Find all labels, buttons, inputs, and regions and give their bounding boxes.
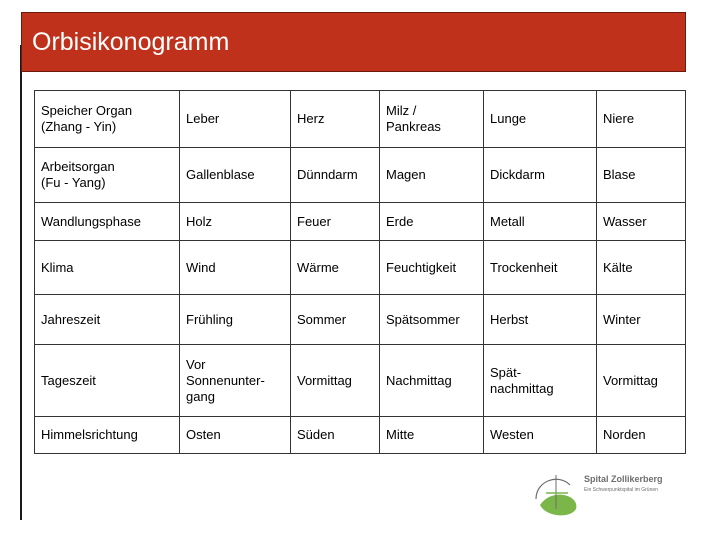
table-cell: Feuer — [291, 203, 380, 241]
table-cell: Gallenblase — [180, 148, 291, 203]
orbisikonogramm-table — [34, 90, 686, 454]
table-cell: Westen — [484, 417, 597, 454]
title-bar — [21, 12, 686, 72]
table-cell: Wärme — [291, 241, 380, 295]
table-cell: Wasser — [597, 203, 686, 241]
row-label: Klima — [35, 241, 180, 295]
table-cell: Norden — [597, 417, 686, 454]
table-row — [35, 345, 686, 417]
table-row — [35, 241, 686, 295]
row-label: Arbeitsorgan (Fu - Yang) — [35, 148, 180, 203]
table-cell: Trockenheit — [484, 241, 597, 295]
table-cell: Mitte — [380, 417, 484, 454]
table-cell: Vormittag — [597, 345, 686, 417]
logo-tagline: Ein Schwerpunktspital im Grünen — [584, 487, 658, 493]
page-title: Orbisikonogramm — [32, 28, 230, 56]
logo-name: Spital Zollikerberg — [584, 474, 663, 484]
table-cell: Erde — [380, 203, 484, 241]
table-cell: Kälte — [597, 241, 686, 295]
table-cell: Dünndarm — [291, 148, 380, 203]
table-cell: Metall — [484, 203, 597, 241]
row-label: Jahreszeit — [35, 295, 180, 345]
logo-mark — [536, 475, 576, 515]
table-cell: Leber — [180, 91, 291, 148]
table-cell: Frühling — [180, 295, 291, 345]
table-cell: Nachmittag — [380, 345, 484, 417]
table-cell: Spät- nachmittag — [484, 345, 597, 417]
table-cell: Wind — [180, 241, 291, 295]
table-row — [35, 417, 686, 454]
table-cell: Vormittag — [291, 345, 380, 417]
table-cell: Niere — [597, 91, 686, 148]
table-row — [35, 295, 686, 345]
table-cell: Süden — [291, 417, 380, 454]
spital-zollikerberg-logo — [530, 465, 695, 520]
table-cell: Dickdarm — [484, 148, 597, 203]
row-label: Himmelsrichtung — [35, 417, 180, 454]
table-cell: Winter — [597, 295, 686, 345]
table-cell: Feuchtigkeit — [380, 241, 484, 295]
table-cell: Spätsommer — [380, 295, 484, 345]
table-cell: Blase — [597, 148, 686, 203]
table-cell: Sommer — [291, 295, 380, 345]
table-row — [35, 203, 686, 241]
table-cell: Vor Sonnenunter- gang — [180, 345, 291, 417]
left-rule — [20, 45, 22, 520]
row-label: Wandlungsphase — [35, 203, 180, 241]
table-cell: Holz — [180, 203, 291, 241]
table-cell: Magen — [380, 148, 484, 203]
table-cell: Milz / Pankreas — [380, 91, 484, 148]
table-cell: Lunge — [484, 91, 597, 148]
table-cell: Herbst — [484, 295, 597, 345]
table-row — [35, 148, 686, 203]
row-label: Tageszeit — [35, 345, 180, 417]
row-label: Speicher Organ (Zhang - Yin) — [35, 91, 180, 148]
table-row — [35, 91, 686, 148]
table-cell: Herz — [291, 91, 380, 148]
table-cell: Osten — [180, 417, 291, 454]
